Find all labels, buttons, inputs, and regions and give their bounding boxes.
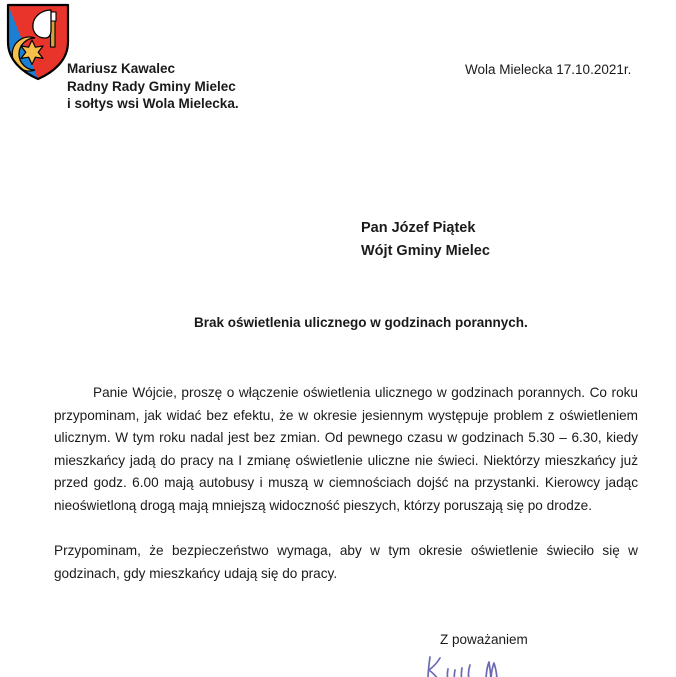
body-paragraph-2: Przypominam, że bezpieczeństwo wymaga, aby w tym okresie oświetlenie świeciło się w godzinach, gdy mieszkańcy udają się do pracy. <box>54 543 638 581</box>
sender-title: Radny Rady Gminy Mielec <box>67 78 236 94</box>
place-and-date: Wola Mielecka 17.10.2021r. <box>465 62 632 77</box>
handwritten-signature <box>424 655 614 677</box>
sender-name: Mariusz Kawalec <box>67 61 176 76</box>
addressee-title: Wójt Gminy Mielec <box>361 243 490 259</box>
sender-block <box>67 60 239 113</box>
closing-salutation: Z poważaniem <box>440 632 528 647</box>
body-paragraph-1: Panie Wójcie, proszę o włączenie oświetlenia ulicznego w godzinach porannych. Co roku przypominam, jak widać bez efektu, że w okresie jesiennym występuje problem z oświetleniem ulicznym. W tym roku nadal jest bez zmian. Od pewnego czasu w godzinach 5.30 – 6.30, kiedy mieszkańcy jadą do pracy na I zmianę oświetlenie uliczne nie świeci. Niektórzy mieszkańcy już przed godz. 6.00 mają autobusy i muszą w ciemnościach dojść na przystanki. Kierowcy jadąc nieoświetloną drogą mają mniejszą widoczność pieszych, którzy poruszają się po drodze. <box>54 385 638 513</box>
addressee-name: Pan Józef Piątek <box>361 220 476 236</box>
coat-of-arms-emblem <box>4 2 72 82</box>
addressee-block <box>361 217 490 263</box>
subject-line: Brak oświetlenia ulicznego w godzinach porannych. <box>194 315 528 330</box>
sender-role: i sołtys wsi Wola Mielecka. <box>67 96 239 111</box>
letter-body <box>54 382 638 585</box>
